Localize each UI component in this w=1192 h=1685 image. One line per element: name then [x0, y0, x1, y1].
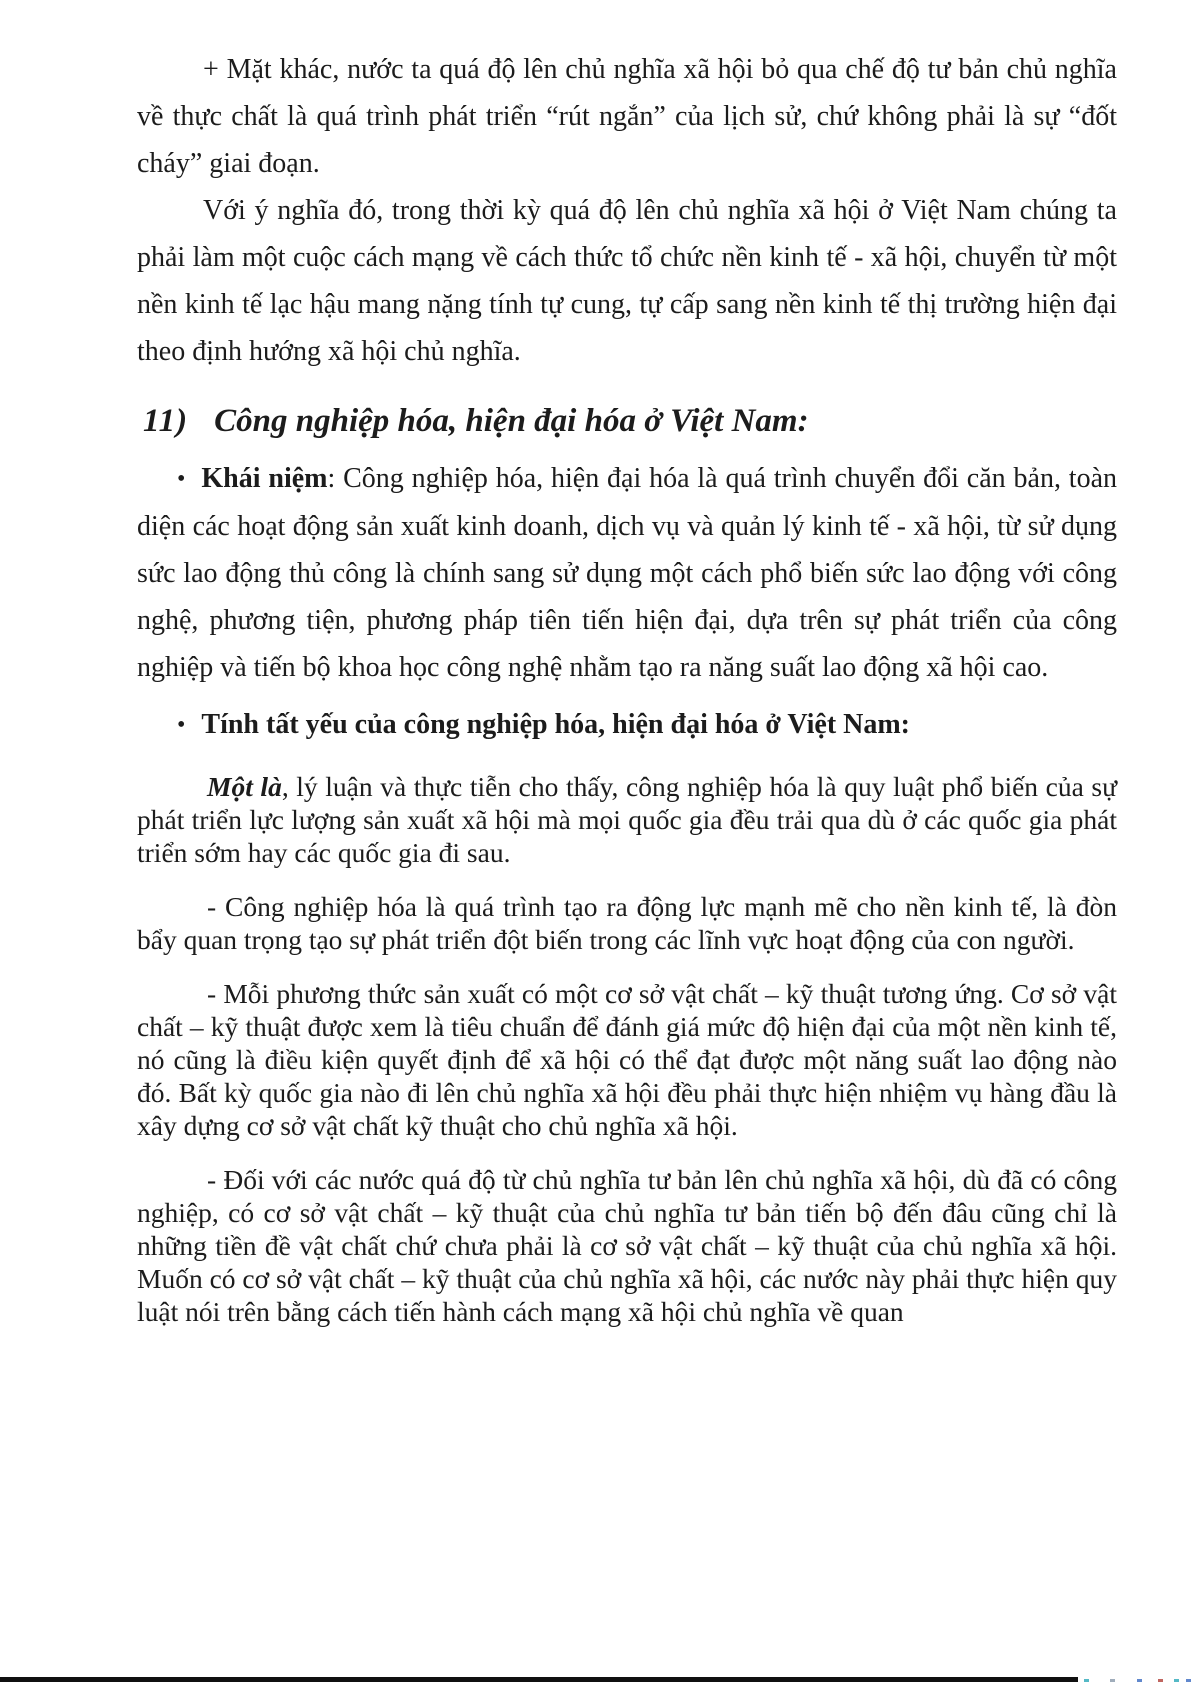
section-title: Công nghiệp hóa, hiện đại hóa ở Việt Nam:: [214, 403, 809, 439]
artifact-speck: [1174, 1679, 1179, 1682]
artifact-speck: [1084, 1679, 1089, 1682]
artifact-speck: [1186, 1679, 1191, 1682]
bottom-divider-bar: [0, 1677, 1078, 1682]
mot-la-text: , lý luận và thực tiễn cho thấy, công nghiệp hóa là quy luật phổ biến của sự phát triển lực lượng sản xuất xã hội mà mọi quốc gia đều trải qua dù ở các quốc gia phát triển sớm hay các quốc gia đi sau.: [137, 771, 1117, 868]
bullet-icon: •: [177, 712, 186, 738]
mot-la-lead: Một là: [207, 771, 282, 802]
paragraph-mat-khac: + Mặt khác, nước ta quá độ lên chủ nghĩa xã hội bỏ qua chế độ tư bản chủ nghĩa về thực chất là quá trình phát triển “rút ngắn” của lịch sử, chứ không phải là sự “đốt cháy” giai đoạn.: [137, 54, 1117, 179]
artifact-speck: [1137, 1679, 1142, 1682]
paragraph-cong-nghiep-hoa: - Công nghiệp hóa là quá trình tạo ra động lực mạnh mẽ cho nền kinh tế, là đòn bẩy quan trọng tạo sự phát triển đột biến trong các lĩnh vực hoạt động của con người.: [137, 891, 1117, 955]
paragraph-moi-phuong-thuc: - Mỗi phương thức sản xuất có một cơ sở vật chất – kỹ thuật tương ứng. Cơ sở vật chất – kỹ thuật được xem là tiêu chuẩn để đánh giá mức độ hiện đại của một nền kinh tế, nó cũng là điều kiện quyết định để xã hội có thể đạt được một năng suất lao động nào đó. Bất kỳ quốc gia nào đi lên chủ nghĩa xã hội đều phải thực hiện nhiệm vụ hàng đầu là xây dựng cơ sở vật chất kỹ thuật cho chủ nghĩa xã hội.: [137, 978, 1117, 1141]
bullet-khai-niem: [137, 455, 1117, 691]
section-heading: [143, 399, 1117, 443]
khai-niem-label: Khái niệm: [201, 463, 328, 494]
bullet-icon: •: [177, 466, 186, 492]
bullet-tinh-tat-yeu: [137, 701, 1117, 749]
artifact-speck: [1158, 1679, 1163, 1682]
tinh-tat-yeu-label: Tính tất yếu của công nghiệp hóa, hiện đại hóa ở Việt Nam:: [201, 709, 911, 740]
artifact-speck: [1110, 1679, 1115, 1682]
text-column: [137, 46, 1117, 1328]
khai-niem-text: : Công nghiệp hóa, hiện đại hóa là quá trình chuyển đổi căn bản, toàn diện các hoạt động sản xuất kinh doanh, dịch vụ và quản lý kinh tế - xã hội, từ sử dụng sức lao động thủ công là chính sang sử dụng một cách phổ biến sức lao động với công nghệ, phương tiện, phương pháp tiên tiến hiện đại, dựa trên sự phát triển của công nghiệp và tiến bộ khoa học công nghệ nhằm tạo ra năng suất lao động xã hội cao.: [137, 463, 1118, 683]
paragraph-doi-voi-cac-nuoc: - Đối với các nước quá độ từ chủ nghĩa tư bản lên chủ nghĩa xã hội, dù đã có công nghiệp, có cơ sở vật chất – kỹ thuật của chủ nghĩa tư bản tiến bộ đến đâu cũng chỉ là những tiền đề vật chất chứ chưa phải là cơ sở vật chất – kỹ thuật của chủ nghĩa xã hội. Muốn có cơ sở vật chất – kỹ thuật của chủ nghĩa xã hội, các nước này phải thực hiện quy luật nói trên bằng cách tiến hành cách mạng xã hội chủ nghĩa về quan: [137, 1164, 1117, 1327]
paragraph-mot-la: [137, 770, 1117, 869]
paragraph-voi-y-nghia: Với ý nghĩa đó, trong thời kỳ quá độ lên chủ nghĩa xã hội ở Việt Nam chúng ta phải làm một cuộc cách mạng về cách thức tổ chức nền kinh tế - xã hội, chuyển từ một nền kinh tế lạc hậu mang nặng tính tự cung, tự cấp sang nền kinh tế thị trường hiện đại theo định hướng xã hội chủ nghĩa.: [137, 195, 1117, 367]
section-number: 11): [143, 403, 189, 439]
